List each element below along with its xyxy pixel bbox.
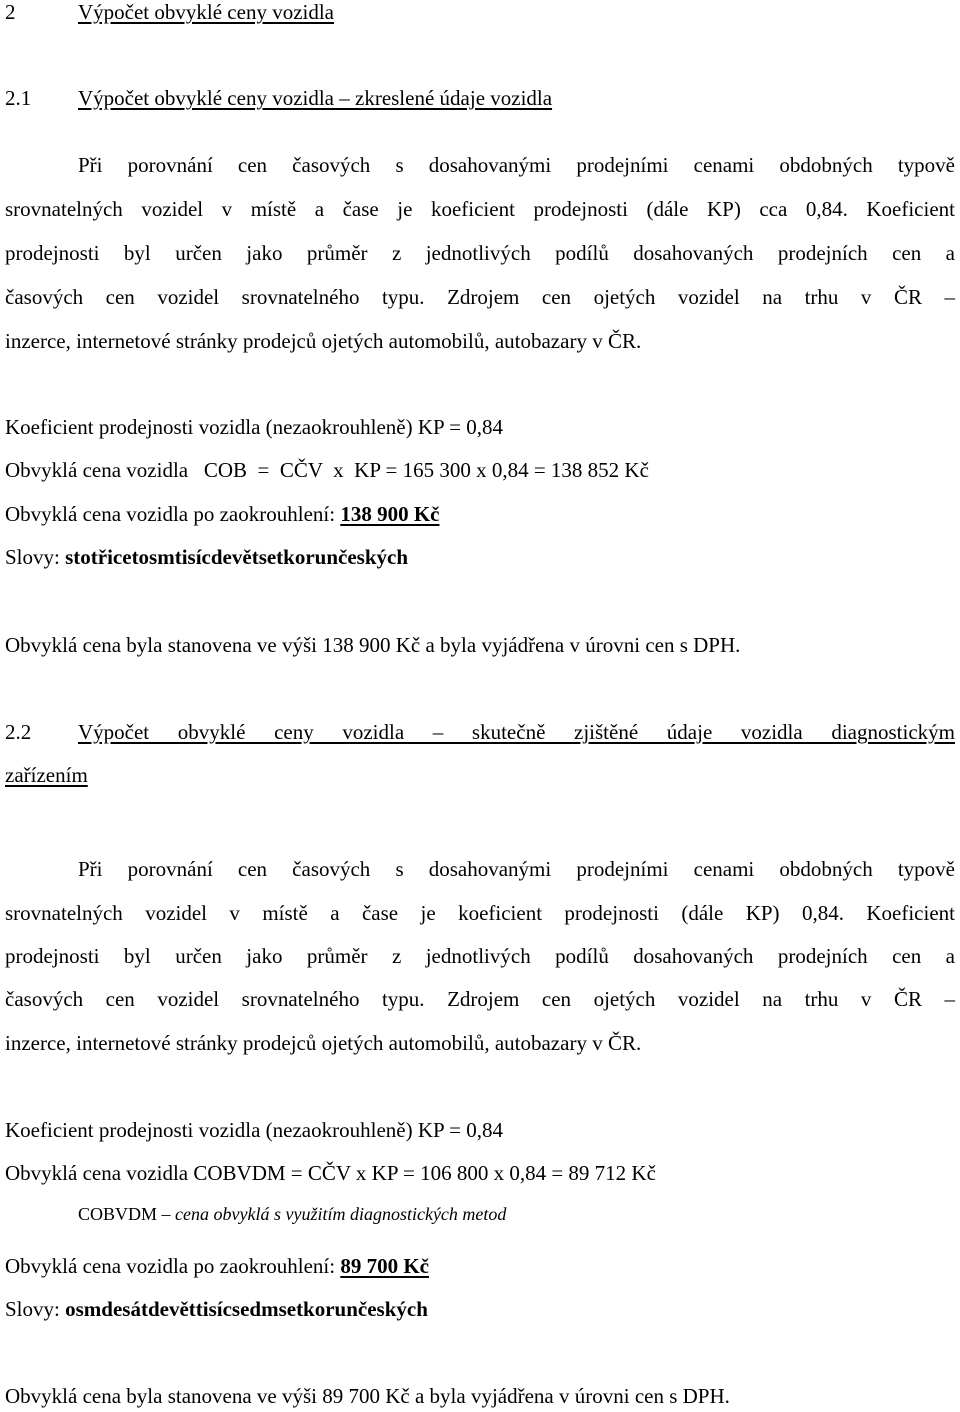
section-2-1-number: 2.1: [5, 86, 32, 110]
section-2-2-number: 2.2: [5, 720, 32, 744]
section-2-number: 2: [5, 0, 16, 24]
paragraph-2-1-line-2: srovnatelných vozidel v místě a čase je koeficient prodejnosti (dále KP) cca 0,84. Koeficient: [5, 197, 955, 221]
conclusion-2-1: Obvyklá cena byla stanovena ve výši 138 900 Kč a byla vyjádřena v úrovni cen s DPH.: [5, 633, 741, 657]
paragraph-2-1-line-3: prodejnosti byl určen jako průměr z jednotlivých podílů dosahovaných prodejních cen a: [5, 241, 955, 265]
cobvdm-note-abbr: COBVDM: [78, 1204, 158, 1224]
section-2-2-title-line-2: zařízením: [5, 763, 88, 787]
conclusion-2-2: Obvyklá cena byla stanovena ve výši 89 700 Kč a byla vyjádřena v úrovni cen s DPH.: [5, 1384, 730, 1408]
paragraph-2-1-line-5: inzerce, internetové stránky prodejců ojetých automobilů, autobazary v ČR.: [5, 329, 642, 353]
cob-line: Obvyklá cena vozidla COB = CČV x KP = 165 300 x 0,84 = 138 852 Kč: [5, 458, 649, 482]
paragraph-2-2-line-1: Při porovnání cen časových s dosahovanými prodejními cenami obdobných typově: [78, 857, 955, 881]
kp-line-2-1: Koeficient prodejnosti vozidla (nezaokrouhleně) KP = 0,84: [5, 415, 504, 439]
paragraph-2-2-line-4: časových cen vozidel srovnatelného typu. Zdrojem cen ojetých vozidel na trhu v ČR –: [5, 987, 955, 1011]
words-value: osmdesátdevěttisícsedmsetkorunčeských: [65, 1297, 428, 1321]
section-2-1-title: Výpočet obvyklé ceny vozidla – zkreslené údaje vozidla: [78, 86, 553, 110]
words-2-2: [5, 1299, 428, 1320]
section-2-2-title-line-1: Výpočet obvyklé ceny vozidla – skutečně zjištěné údaje vozidla diagnostickým: [78, 720, 955, 744]
cobvdm-note-text: – cena obvyklá s využitím diagnostických metod: [157, 1204, 507, 1224]
cobvdm-line: Obvyklá cena vozidla COBVDM = CČV x KP = 106 800 x 0,84 = 89 712 Kč: [5, 1161, 656, 1185]
words-label: Slovy:: [5, 1297, 66, 1321]
rounded-price-value: 89 700 Kč: [340, 1254, 429, 1278]
rounded-price-2-2: [5, 1256, 429, 1277]
cobvdm-note: [78, 1205, 506, 1223]
paragraph-2-1-line-1: Při porovnání cen časových s dosahovanými prodejními cenami obdobných typově: [78, 153, 955, 177]
words-label: Slovy:: [5, 545, 66, 569]
section-2-title: Výpočet obvyklé ceny vozidla: [78, 0, 334, 24]
paragraph-2-2-line-5: inzerce, internetové stránky prodejců ojetých automobilů, autobazary v ČR.: [5, 1031, 642, 1055]
kp-line-2-2: Koeficient prodejnosti vozidla (nezaokrouhleně) KP = 0,84: [5, 1118, 504, 1142]
paragraph-2-2-line-2: srovnatelných vozidel v místě a čase je koeficient prodejnosti (dále KP) 0,84. Koeficient: [5, 901, 955, 925]
paragraph-2-2-line-3: prodejnosti byl určen jako průměr z jednotlivých podílů dosahovaných prodejních cen a: [5, 944, 955, 968]
words-value: stotřicetosmtisícdevětsetkorunčeských: [65, 545, 409, 569]
paragraph-2-1-line-4: časových cen vozidel srovnatelného typu. Zdrojem cen ojetých vozidel na trhu v ČR –: [5, 285, 955, 309]
rounded-price-value: 138 900 Kč: [340, 502, 440, 526]
rounded-price-label: Obvyklá cena vozidla po zaokrouhlení:: [5, 1254, 341, 1278]
words-2-1: [5, 547, 408, 568]
rounded-price-label: Obvyklá cena vozidla po zaokrouhlení:: [5, 502, 341, 526]
rounded-price-2-1: [5, 504, 439, 525]
